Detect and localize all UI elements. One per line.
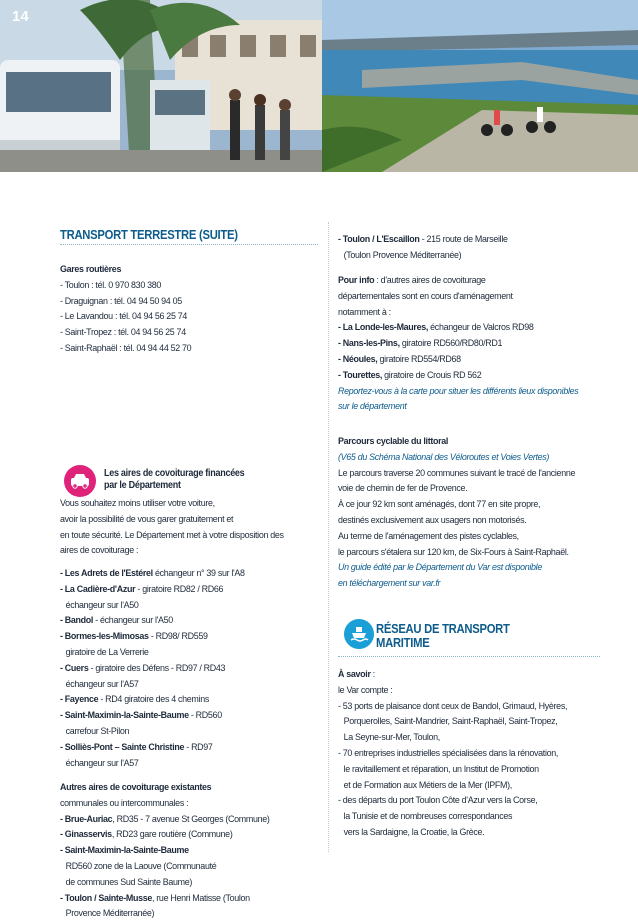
list-item-text: - giratoire des Défens - RD97 / RD43 <box>88 662 226 674</box>
list-item <box>60 906 270 922</box>
list-item-bold: - Saint-Maximin-la-Sainte-Baume <box>60 710 189 722</box>
list-item-text: giratoire de Crouis RD 562 <box>382 369 482 381</box>
info-italic-line: sur le département <box>338 401 407 413</box>
list-item <box>338 683 567 699</box>
list-item <box>60 582 245 598</box>
list-item <box>60 875 270 891</box>
list-item-text: de communes Sud Sainte Baume) <box>65 876 193 888</box>
savoir-rest: : <box>370 669 375 680</box>
page-number: 14 <box>12 8 29 25</box>
gares-line: - Toulon : tél. 0 970 830 380 <box>60 279 162 291</box>
list-item-text: - des départs du port Toulon Côte d'Azur vers la Corse, <box>338 795 538 807</box>
list-item-text: échangeur sur l'A50 <box>65 599 139 611</box>
list-item-text: La Seyne-sur-Mer, Toulon, <box>343 732 440 744</box>
list-item-bold: - Bormes-les-Mimosas <box>60 631 149 643</box>
list-item-text: échangeur sur l'A57 <box>65 678 139 690</box>
intro-line: en toute sécurité. Le Département met à votre disposition des <box>60 529 284 541</box>
list-item-text: - RD97 <box>184 741 213 753</box>
list-item-text: - 53 ports de plaisance dont ceux de Bandol, Grimaud, Hyères, <box>338 700 568 712</box>
list-item-text: , rue Henri Matisse (Toulon <box>151 892 250 904</box>
list-item-text: - 70 entreprises industrielles spécialisées dans la rénovation, <box>338 747 559 759</box>
covoiturage-title <box>104 468 244 492</box>
maritime-title-line: MARITIME <box>376 636 430 650</box>
autres-heading: Autres aires de covoiturage existantes <box>60 782 212 793</box>
parcours-line: destinés exclusivement aux usagers non motorisés. <box>338 514 527 526</box>
list-item <box>60 598 245 614</box>
list-item <box>60 891 270 907</box>
maritime-title <box>376 622 510 650</box>
maritime-divider <box>338 656 600 657</box>
list-item <box>338 714 567 730</box>
parcours-block <box>338 434 593 592</box>
list-item-bold: - Toulon / L'Escaillon <box>338 234 420 245</box>
gares-line: - Saint-Tropez : tél. 04 94 56 25 74 <box>60 327 186 339</box>
parcours-heading: Parcours cyclable du littoral <box>338 436 449 447</box>
list-item-bold: - Néoules, <box>338 353 378 365</box>
list-item-text: Provence Méditerranée) <box>65 908 155 920</box>
list-item-bold: - Solliès-Pont – Sainte Christine <box>60 741 185 753</box>
list-item-bold: - Fayence <box>60 694 99 706</box>
gares-heading: Gares routières <box>60 264 122 275</box>
info-italic-line: Reportez-vous à la carte pour situer les différents lieux disponibles <box>338 385 579 397</box>
gares-line: - Le Lavandou : tél. 04 94 56 25 74 <box>60 311 188 323</box>
covoiturage-intro <box>60 496 301 559</box>
parcours-line: le parcours s'étalera sur 120 km, de Six-Fours à Saint-Raphaël. <box>338 546 569 558</box>
list-item-bold: - Cuers <box>60 662 89 674</box>
list-item <box>338 778 567 794</box>
list-item <box>60 692 245 708</box>
list-item-bold: - Brue-Auriac <box>60 813 113 825</box>
list-item <box>60 859 270 875</box>
car-icon <box>64 465 96 497</box>
autres-list <box>60 812 285 922</box>
list-item <box>60 661 245 677</box>
info-block <box>338 273 596 415</box>
list-item-text: - RD560 <box>188 710 222 722</box>
list-item-bold: - Saint-Maximin-la-Sainte-Baume <box>60 845 189 857</box>
parcours-sub: (V65 du Schéma National des Véloroutes et Voies Vertes) <box>338 451 550 463</box>
list-item <box>60 677 245 693</box>
ship-icon <box>344 619 374 649</box>
bus-station-photo <box>0 0 322 172</box>
list-item-text: échangeur de Valcros RD98 <box>428 322 534 334</box>
info-line: notamment à : <box>338 306 391 318</box>
list-item-text: , RD35 - 7 avenue St Georges (Commune) <box>112 813 270 825</box>
parcours-line: voie de chemin de fer de Provence. <box>338 483 468 495</box>
list-item-bold: - Ginasservis <box>60 829 112 841</box>
info-lead-rest: : d'autres aires de covoiturage <box>374 275 486 286</box>
parcours-italic-line: Un guide édité par le Département du Var est disponible <box>338 562 542 574</box>
list-item-bold: - Tourettes, <box>338 369 383 381</box>
list-item-text: giratoire RD554/RD68 <box>377 353 461 365</box>
parcours-line: Le parcours traverse 20 communes suivant le tracé de l'ancienne <box>338 467 576 479</box>
list-item-bold: - Nans-les-Pins, <box>338 338 400 350</box>
list-item <box>60 827 270 843</box>
gares-block <box>60 262 201 357</box>
gares-line: - Saint-Raphaël : tél. 04 94 44 52 70 <box>60 342 192 354</box>
list-item-text: carrefour St-Pilon <box>65 725 130 737</box>
list-item <box>338 762 567 778</box>
list-item <box>60 740 245 756</box>
list-item <box>338 320 578 336</box>
intro-line: Vous souhaitez moins utiliser votre voiture, <box>60 498 215 509</box>
list-item <box>338 248 508 264</box>
list-item <box>338 368 578 384</box>
parcours-italic-line: en téléchargement sur var.fr <box>338 578 441 590</box>
covoiturage-title-line: par le Département <box>104 480 181 491</box>
autres-sub: communales ou intercommunales : <box>60 797 189 809</box>
list-item <box>338 746 567 762</box>
parcours-line: À ce jour 92 km sont aménagés, dont 77 en site propre, <box>338 499 541 511</box>
list-item <box>338 793 567 809</box>
list-item <box>338 730 567 746</box>
list-item-bold: - La Londe-les-Maures, <box>338 322 429 334</box>
list-item-text: giratoire RD560/RD80/RD1 <box>399 338 503 350</box>
gares-line: - Draguignan : tél. 04 94 50 94 05 <box>60 295 182 307</box>
list-item-text: le Var compte : <box>338 684 393 696</box>
list-item <box>338 699 567 715</box>
covoiturage-title-line: Les aires de covoiturage financées <box>104 468 245 479</box>
list-item-text: et de Formation aux Métiers de la Mer (IPFM), <box>343 779 512 791</box>
intro-line: avoir la possibilité de vous garer gratuitement et <box>60 513 234 525</box>
list-item-text: - échangeur sur l'A50 <box>93 615 173 627</box>
list-item <box>338 336 578 352</box>
list-item <box>60 812 270 828</box>
list-item-text: - RD98/ RD559 <box>148 631 208 643</box>
list-item <box>60 613 245 629</box>
list-item <box>338 352 578 368</box>
list-item-text: giratoire de La Verrerie <box>65 646 149 658</box>
list-item-text: (Toulon Provence Méditerranée) <box>343 249 462 261</box>
list-item-bold: - Les Adrets de l'Estérel <box>60 568 153 579</box>
intro-line: aires de covoiturage : <box>60 545 139 557</box>
coastal-cycle-path-photo <box>322 0 638 172</box>
section-title-transport-terrestre: TRANSPORT TERRESTRE (SUITE) <box>60 228 238 242</box>
info-line: départementales sont en cours d'aménagement <box>338 290 513 302</box>
list-item-bold: - La Cadière-d'Azur <box>60 583 136 595</box>
list-item <box>60 724 245 740</box>
covoiturage-continued <box>338 232 520 264</box>
list-item-bold: - Bandol <box>60 615 94 627</box>
list-item-text: Porquerolles, Saint-Mandrier, Saint-Raphaël, Saint-Tropez, <box>343 716 558 728</box>
list-item <box>60 756 245 772</box>
list-item-text: - giratoire RD82 / RD66 <box>135 583 224 595</box>
list-item-text: le ravitaillement et réparation, un Institut de Promotion <box>343 763 539 775</box>
list-item-text: RD560 zone de la Laouve (Communauté <box>65 860 217 872</box>
info-lead: Pour info <box>338 275 375 286</box>
maritime-list <box>338 683 584 841</box>
title-divider <box>60 244 318 245</box>
list-item <box>60 708 245 724</box>
list-item <box>338 232 508 248</box>
list-item <box>60 843 270 859</box>
list-item <box>60 629 245 645</box>
autres-aires-block <box>60 780 285 922</box>
list-item-text: échangeur sur l'A57 <box>65 757 139 769</box>
column-separator <box>328 222 329 852</box>
list-item <box>338 825 567 841</box>
list-item-text: - RD4 giratoire des 4 chemins <box>98 694 209 706</box>
maritime-title-line: RÉSEAU DE TRANSPORT <box>376 622 510 636</box>
list-item <box>60 645 245 661</box>
parcours-line: Au terme de l'aménagement des pistes cyclables, <box>338 530 519 542</box>
list-item-bold: - Toulon / Sainte-Musse <box>60 892 152 904</box>
list-item <box>338 809 567 825</box>
maritime-block <box>338 667 584 841</box>
list-item-text: , RD23 gare routière (Commune) <box>111 829 233 841</box>
savoir-label: À savoir <box>338 669 371 680</box>
covoiturage-list <box>60 566 259 771</box>
list-item-text: la Tunisie et de nombreuses correspondances <box>343 811 513 823</box>
list-item-text: vers la Sardaigne, la Croatie, la Grèce. <box>343 826 485 838</box>
list-item <box>60 566 245 582</box>
info-list <box>338 320 596 383</box>
list-item-text: échangeur n° 39 sur l'A8 <box>152 568 245 579</box>
list-item-text: - 215 route de Marseille <box>419 234 508 245</box>
